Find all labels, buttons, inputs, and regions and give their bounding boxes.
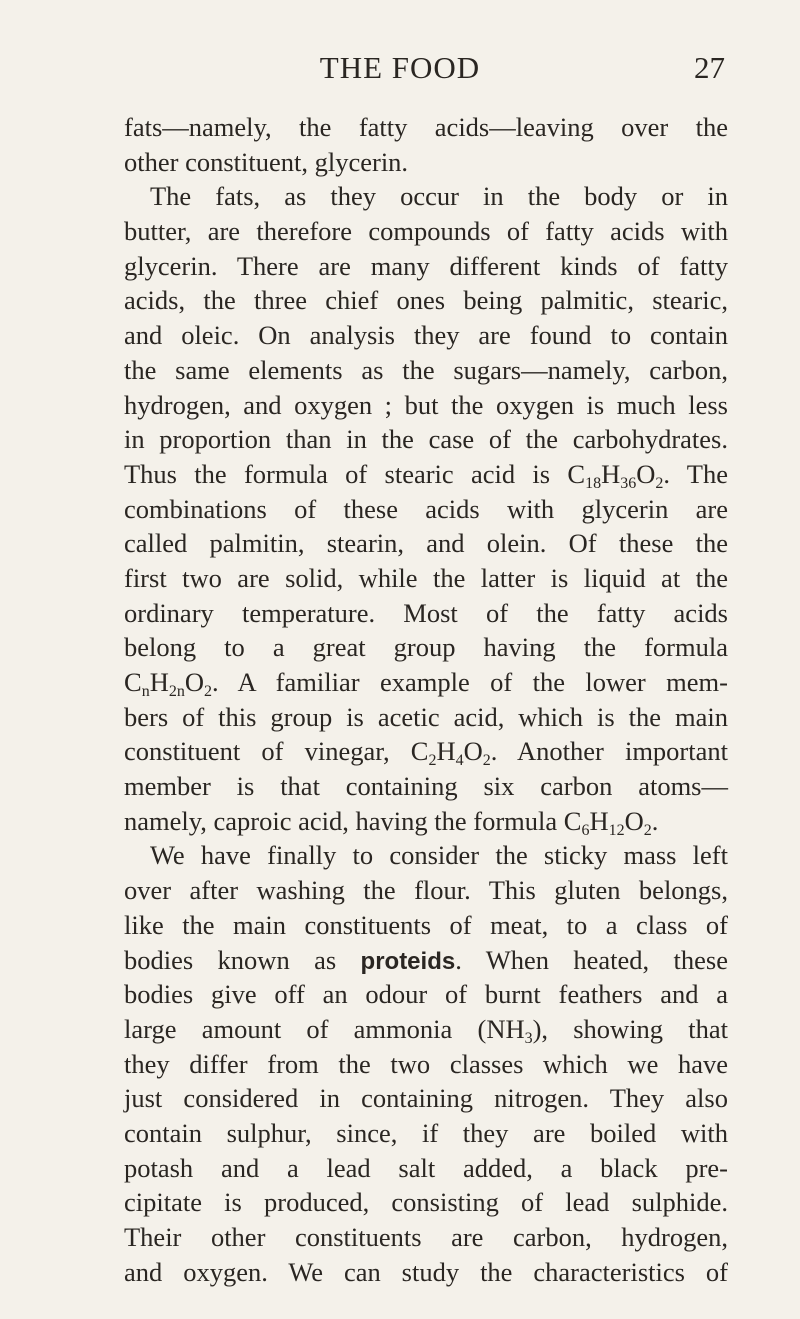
text-line: [124, 943, 728, 978]
acetic-acid-formula: $C_2H_4O_2$: [410, 736, 491, 770]
text-line: hydrogen, and oxygen ; but the oxygen is much less: [124, 389, 728, 420]
text-line: butter, are therefore compounds of fatty acids with: [124, 216, 728, 247]
text-line: bers of this group is acetic acid, which is the main: [124, 701, 728, 732]
text-line: glycerin. There are many different kinds of fatty: [124, 250, 728, 281]
text-line: [124, 804, 728, 839]
caproic-acid-formula: $C_6H_{12}O_2$: [563, 805, 652, 839]
text-line: potash and a lead salt added, a black pre-: [124, 1152, 728, 1183]
text-line: belong to a great group having the formula: [124, 632, 728, 663]
text-line: fats—namely, the fatty acids—leaving over the: [124, 112, 728, 142]
text-line: called palmitin, stearin, and olein. Of these the: [124, 528, 728, 559]
proteids-term: proteids: [360, 947, 456, 975]
text-line: [124, 1012, 728, 1047]
text-line: and oleic. On analysis they are found to contain: [124, 320, 728, 351]
running-header: [0, 44, 800, 88]
text-fragment: . Another important: [490, 736, 728, 767]
text-line: other constituent, glycerin.: [124, 146, 409, 177]
stearic-acid-formula: $C_{18}H_{36}O_2$: [567, 458, 664, 492]
text-line: [124, 665, 728, 700]
text-line: ordinary temperature. Most of the fatty acids: [124, 597, 728, 628]
text-line: first two are solid, while the latter is liquid at the: [124, 562, 728, 593]
text-line: [124, 457, 728, 492]
text-fragment: . The: [663, 458, 728, 489]
ammonia-formula: $NH_3$: [486, 1013, 533, 1047]
text-line: just considered in containing nitrogen. They also: [124, 1083, 728, 1114]
text-line: bodies give off an odour of burnt feathers and a: [124, 979, 728, 1010]
text-fragment: large amount of ammonia (: [124, 1013, 487, 1044]
text-fragment: .: [651, 805, 659, 836]
text-line: acids, the three chief ones being palmitic, stearic,: [124, 285, 728, 316]
text-fragment: . A familiar example of the lower mem-: [211, 667, 728, 697]
text-fragment: constituent of vinegar,: [124, 736, 411, 767]
text-fragment: bodies known as: [124, 944, 361, 975]
body-text: [124, 110, 728, 1289]
text-line: and oxygen. We can study the characteristics of: [124, 1256, 728, 1287]
text-line: in proportion than in the case of the carbohydrates.: [124, 424, 728, 455]
text-fragment: . When heated, these: [455, 944, 728, 975]
general-fatty-acid-formula: $C_nH_{2n}O_2$: [124, 667, 212, 700]
text-line: combinations of these acids with glycerin are: [124, 493, 728, 524]
text-line: contain sulphur, since, if they are boiled with: [124, 1117, 728, 1148]
text-fragment: Thus the formula of stearic acid is: [124, 458, 568, 489]
text-line: the same elements as the sugars—namely, carbon,: [124, 354, 728, 385]
text-fragment: ), showing that: [532, 1013, 729, 1044]
page-number: 27: [694, 50, 725, 85]
text-line: The fats, as they occur in the body or in: [150, 181, 728, 212]
text-line: over after washing the flour. This gluten belongs,: [124, 875, 728, 906]
text-line: We have finally to consider the sticky mass left: [150, 840, 728, 871]
text-line: [124, 734, 728, 769]
running-title: THE FOOD: [319, 50, 481, 85]
text-line: they differ from the two classes which we have: [124, 1048, 728, 1079]
text-line: like the main constituents of meat, to a class of: [124, 909, 728, 940]
text-line: cipitate is produced, consisting of lead sulphide.: [124, 1187, 728, 1218]
text-line: Their other constituents are carbon, hydrogen,: [124, 1222, 728, 1252]
text-line: member is that containing six carbon atoms—: [124, 771, 728, 802]
text-fragment: namely, caproic acid, having the formula: [124, 805, 564, 836]
